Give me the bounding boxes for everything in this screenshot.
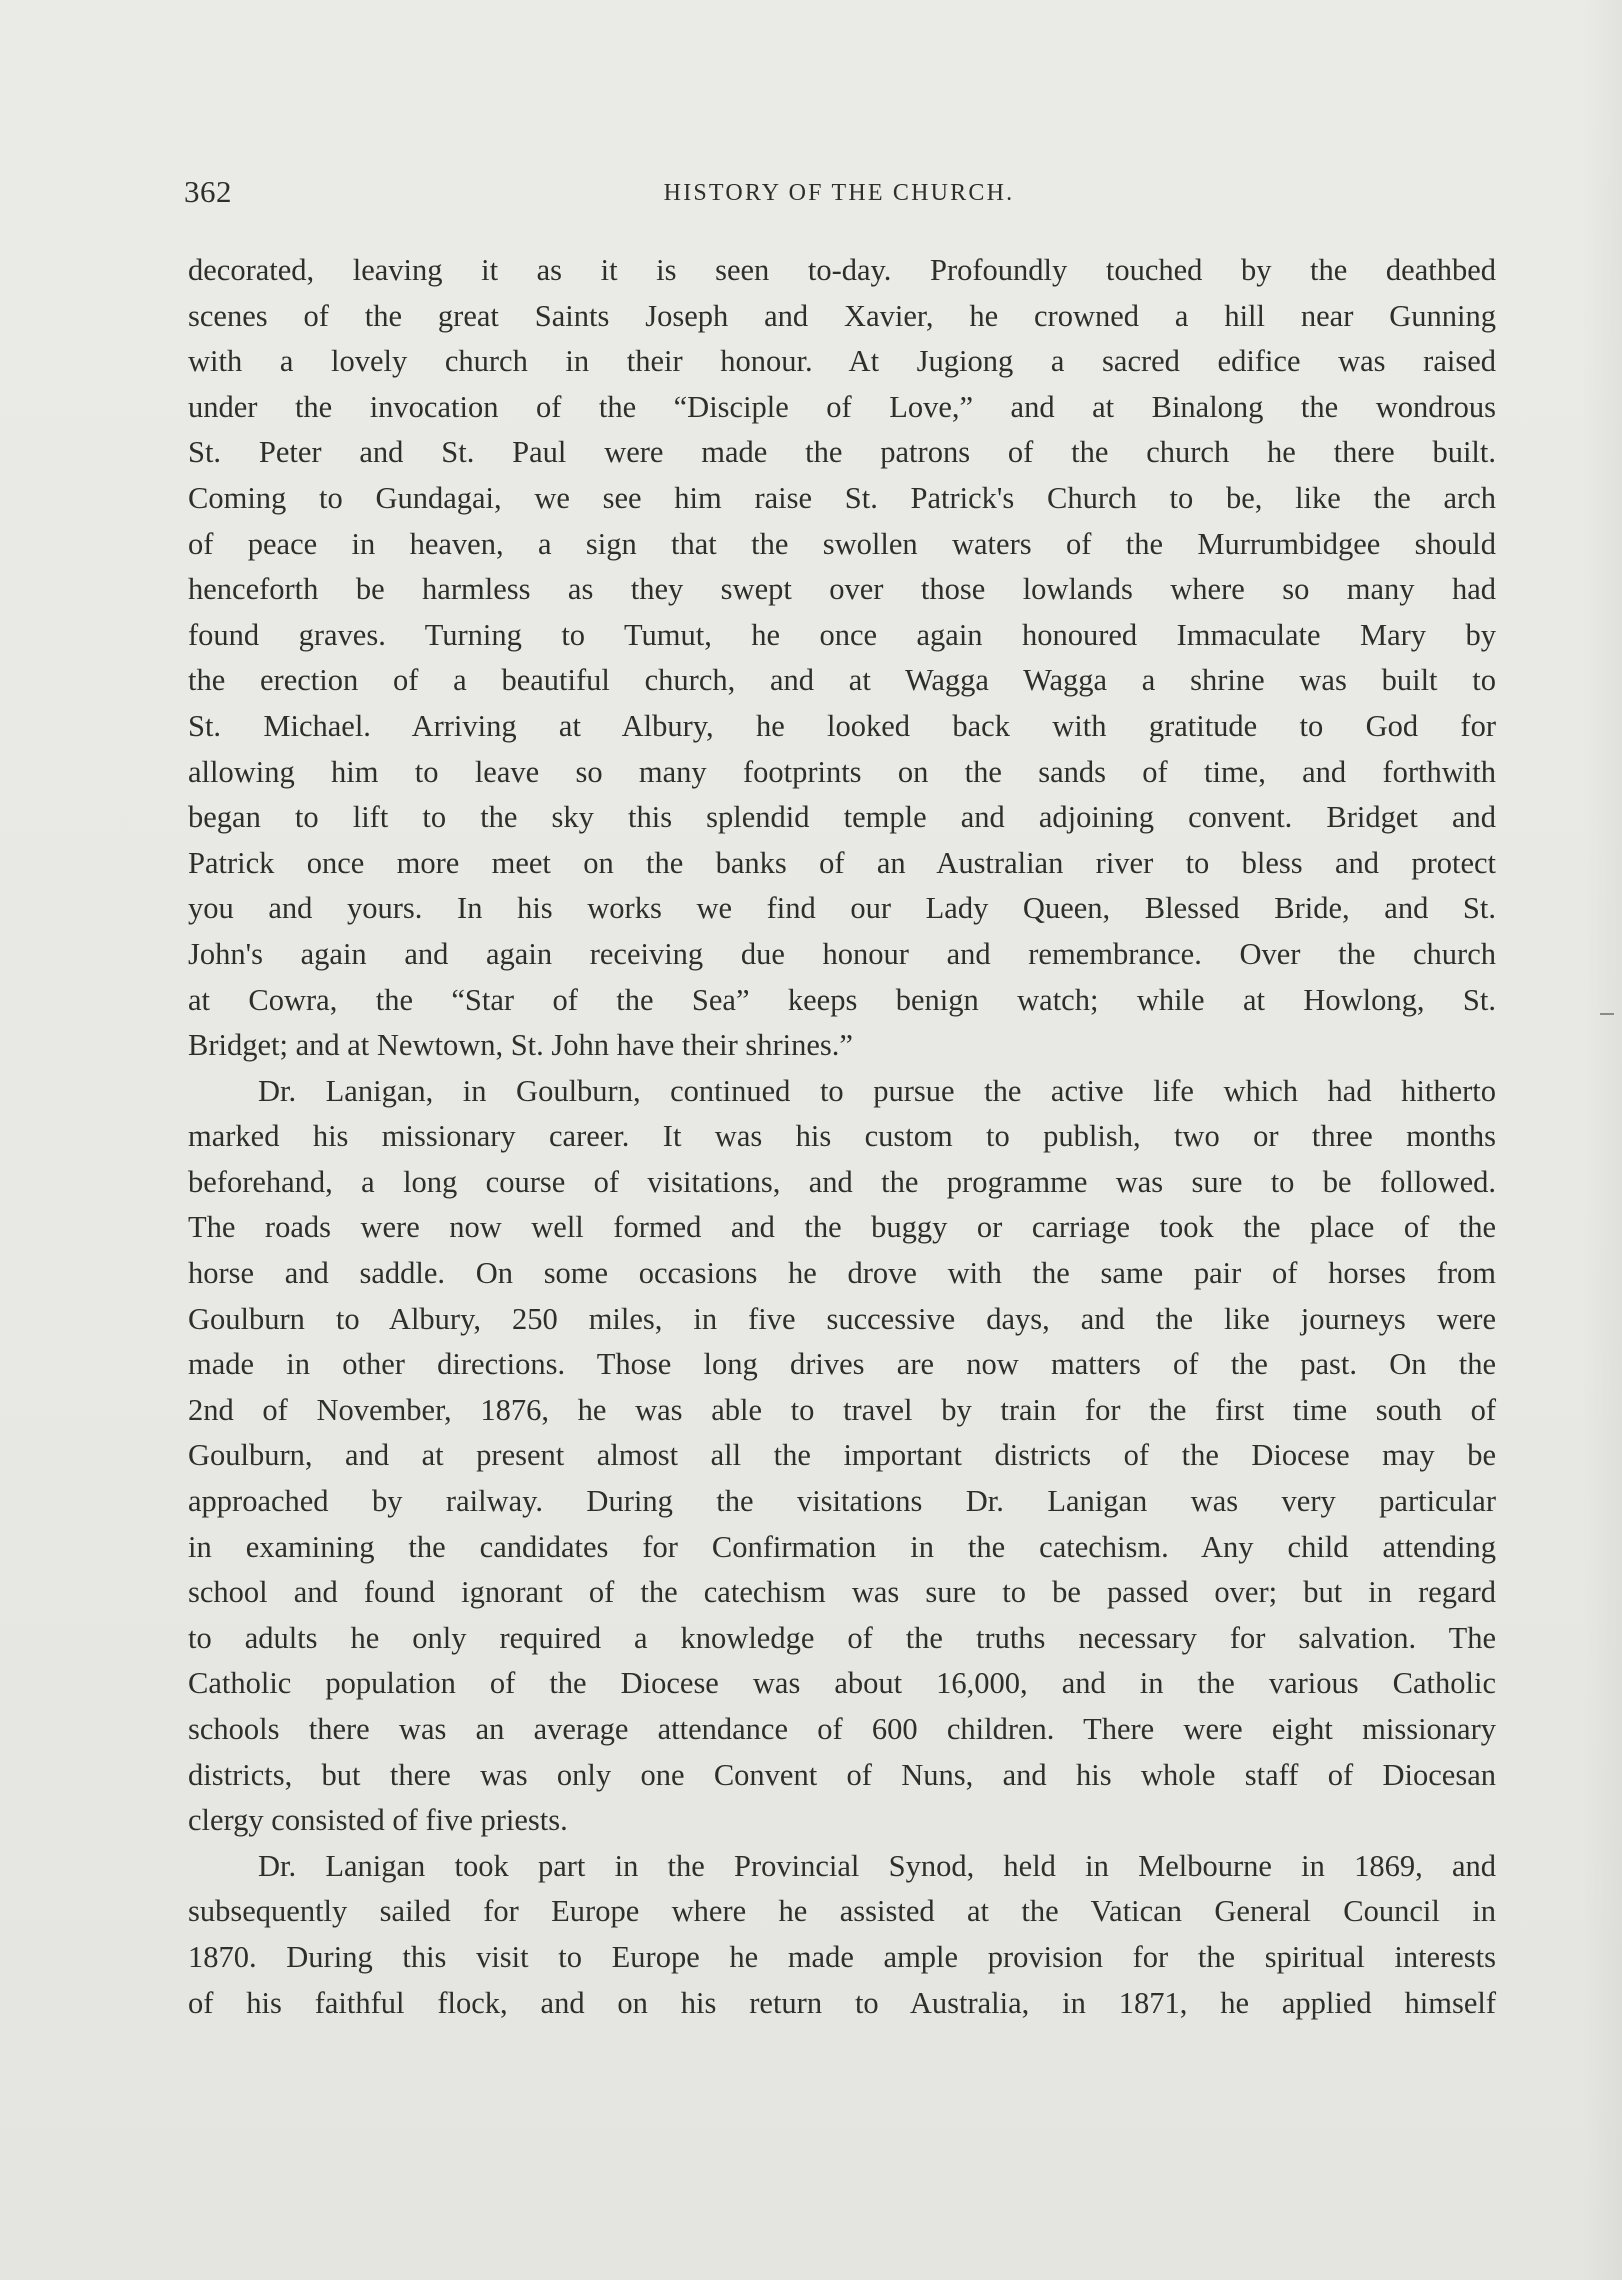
text-line: 2nd of November, 1876, he was able to travel by train for the first time south of (188, 1392, 1496, 1427)
text-line: districts, but there was only one Convent of Nuns, and his whole staff of Diocesan (188, 1757, 1496, 1792)
page-header (184, 174, 1494, 214)
text-line: in examining the candidates for Confirmation in the catechism. Any child attending (188, 1529, 1496, 1564)
text-line: approached by railway. During the visitations Dr. Lanigan was very particular (188, 1484, 1496, 1519)
text-line: Goulburn, and at present almost all the important districts of the Diocese may be (188, 1438, 1496, 1473)
page-number: 362 (184, 174, 232, 209)
text-line: Catholic population of the Diocese was about 16,000, and in the various Catholic (188, 1666, 1496, 1701)
text-line: Coming to Gundagai, we see him raise St. Patrick's Church to be, like the arch (188, 480, 1496, 515)
text-line: 1870. During this visit to Europe he made ample provision for the spiritual interests (188, 1939, 1496, 1974)
text-line: beforehand, a long course of visitations, and the programme was sure to be followed. (188, 1164, 1496, 1199)
text-line: at Cowra, the “Star of the Sea” keeps benign watch; while at Howlong, St. (188, 982, 1496, 1017)
text-line: you and yours. In his works we find our Lady Queen, Blessed Bride, and St. (188, 891, 1496, 926)
text-line: Patrick once more meet on the banks of an Australian river to bless and protect (188, 845, 1496, 880)
text-line: schools there was an average attendance of 600 children. There were eight missionary (188, 1712, 1496, 1746)
text-line: made in other directions. Those long drives are now matters of the past. On the (188, 1347, 1496, 1382)
text-line: allowing him to leave so many footprints on the sands of time, and forthwith (188, 754, 1496, 789)
text-line: henceforth be harmless as they swept over those lowlands where so many had (188, 572, 1496, 607)
text-line: school and found ignorant of the catechism was sure to be passed over; but in regard (188, 1575, 1496, 1610)
text-line: decorated, leaving it as it is seen to-day. Profoundly touched by the deathbed (188, 253, 1496, 287)
text-line: Goulburn to Albury, 250 miles, in five successive days, and the like journeys were (188, 1301, 1496, 1336)
text-line: scenes of the great Saints Joseph and Xavier, he crowned a hill near Gunning (188, 298, 1496, 333)
text-line: marked his missionary career. It was his custom to publish, two or three months (188, 1119, 1496, 1154)
body-text (188, 248, 1496, 2026)
text-line: the erection of a beautiful church, and at Wagga Wagga a shrine was built to (188, 663, 1496, 698)
text-line: Dr. Lanigan, in Goulburn, continued to pursue the active life which had hitherto (258, 1073, 1496, 1108)
text-line: Dr. Lanigan took part in the Provincial Synod, held in Melbourne in 1869, and (258, 1848, 1496, 1883)
text-line: Bridget; and at Newtown, St. John have their shrines.” (188, 1028, 853, 1063)
text-line: clergy consisted of five priests. (188, 1803, 568, 1838)
text-line: under the invocation of the “Disciple of Love,” and at Binalong the wondrous (188, 389, 1496, 424)
text-line: found graves. Turning to Tumut, he once again honoured Immaculate Mary by (188, 617, 1496, 652)
text-line: St. Peter and St. Paul were made the patrons of the church he there built. (188, 435, 1496, 470)
running-head: HISTORY OF THE CHURCH. (663, 180, 1015, 206)
text-line: of his faithful flock, and on his return to Australia, in 1871, he applied himself (188, 1985, 1496, 2020)
text-line: of peace in heaven, a sign that the swollen waters of the Murrumbidgee should (188, 526, 1496, 561)
page-edge-shadow (1582, 0, 1622, 2280)
text-line: John's again and again receiving due honour and remembrance. Over the church (188, 936, 1496, 971)
text-line: horse and saddle. On some occasions he drove with the same pair of horses from (188, 1256, 1496, 1291)
text-line: with a lovely church in their honour. At Jugiong a sacred edifice was raised (188, 344, 1496, 379)
text-line: St. Michael. Arriving at Albury, he looked back with gratitude to God for (188, 708, 1496, 743)
text-line: began to lift to the sky this splendid temple and adjoining convent. Bridget and (188, 800, 1496, 835)
text-line: subsequently sailed for Europe where he assisted at the Vatican General Council in (188, 1894, 1496, 1929)
margin-mark (1600, 1013, 1614, 1015)
text-line: The roads were now well formed and the buggy or carriage took the place of the (188, 1210, 1496, 1245)
text-line: to adults he only required a knowledge of the truths necessary for salvation. The (188, 1620, 1496, 1655)
